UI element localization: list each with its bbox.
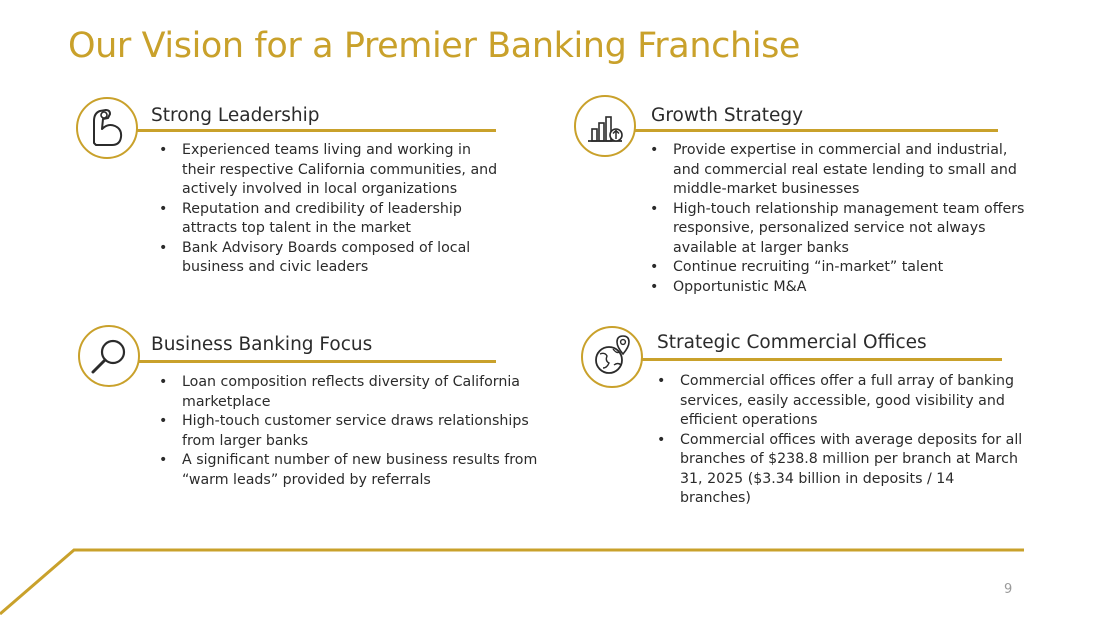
list-item: • High-touch relationship management team offers responsive, personalized service not always available at larger banks [646,200,1038,259]
list-item: • Experienced teams living and working in their respective California communities, and actively involved in local organizations [155,141,505,200]
magnifying-glass-icon [78,325,140,387]
list-item: • Continue recruiting “in-market” talent [646,258,1038,278]
page-title: Our Vision for a Premier Banking Franchise [68,26,801,66]
list-item: • Commercial offices offer a full array of banking services, easily accessible, good visibility and efficient operations [653,372,1028,431]
section-divider [626,358,1002,361]
flexed-arm-icon [76,97,138,159]
list-item: • Commercial offices with average deposits for all branches of $238.8 million per branch at March 31, 2025 ($3.34 billion in deposits / 14 branches) [653,431,1028,509]
list-item: • High-touch customer service draws relationships from larger banks [155,412,555,451]
section-title: Growth Strategy [651,105,804,126]
list-item: • Bank Advisory Boards composed of local business and civic leaders [155,239,505,278]
bar-chart-growth-icon [574,95,636,157]
section-title: Strategic Commercial Offices [657,332,927,353]
list-item: • Loan composition reflects diversity of California marketplace [155,373,555,412]
list-item: • A significant number of new business results from “warm leads” provided by referrals [155,451,555,490]
list-item: • Opportunistic M&A [646,278,1038,298]
section-divider [122,360,496,363]
page-number: 9 [1004,582,1013,597]
section-divider [618,129,998,132]
globe-location-pin-icon [581,326,643,388]
list-item: • Reputation and credibility of leadership attracts top talent in the market [155,200,505,239]
section-title: Strong Leadership [151,105,320,126]
list-item: • Provide expertise in commercial and industrial, and commercial real estate lending to small and middle-market businesses [646,141,1038,200]
section-divider [120,129,496,132]
section-title: Business Banking Focus [151,334,373,355]
